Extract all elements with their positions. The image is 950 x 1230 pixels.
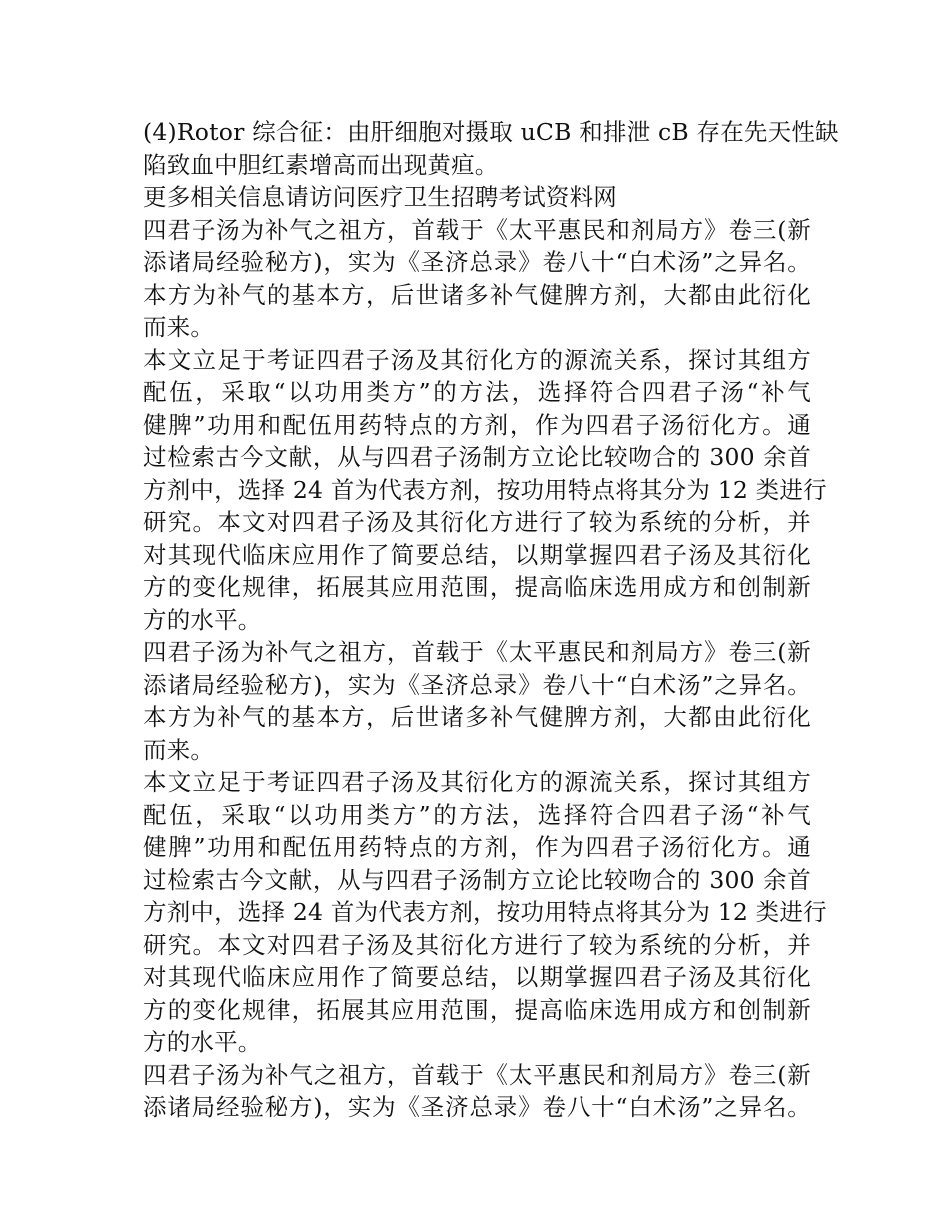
text-line: 研究。本文对四君子汤及其衍化方进行了较为系统的分析，并 (143, 930, 811, 959)
text-line: 添诸局经验秘方)，实为《圣济总录》卷八十“白术汤”之异名。 (143, 1093, 811, 1121)
text-line: 配伍，采取“以功用类方”的方法，选择符合四君子汤“补气 (143, 378, 811, 406)
text-line: 本文立足于考证四君子汤及其衍化方的源流关系，探讨其组方 (143, 768, 811, 796)
text-line: 陷致血中胆红素增高而出现黄疸。 (143, 150, 499, 179)
text-line: 添诸局经验秘方)，实为《圣济总录》卷八十“白术汤”之异名。 (143, 248, 811, 276)
text-line: 方的水平。 (143, 1028, 262, 1056)
text-line: 四君子汤为补气之祖方，首载于《太平惠民和剂局方》卷三(新 (143, 638, 811, 666)
text-line: 方剂中，选择 24 首为代表方剂，按功用特点将其分为 12 类进行 (143, 898, 827, 926)
text-line: 过检索古今文献，从与四君子汤制方立论比较吻合的 300 余首 (143, 443, 811, 471)
text-line: 健脾”功用和配伍用药特点的方剂，作为四君子汤衍化方。通 (143, 410, 811, 439)
text-line: 配伍，采取“以功用类方”的方法，选择符合四君子汤“补气 (143, 800, 811, 829)
text-line: 对其现代临床应用作了简要总结，以期掌握四君子汤及其衍化 (143, 540, 811, 569)
text-line: 方的变化规律，拓展其应用范围，提高临床选用成方和创制新 (143, 995, 811, 1024)
text-line: 本方为补气的基本方，后世诸多补气健脾方剂，大都由此衍化 (143, 703, 811, 731)
text-line: 添诸局经验秘方)，实为《圣济总录》卷八十“白术汤”之异名。 (143, 670, 811, 699)
text-line: 本方为补气的基本方，后世诸多补气健脾方剂，大都由此衍化 (143, 280, 811, 309)
text-line: 研究。本文对四君子汤及其衍化方进行了较为系统的分析，并 (143, 508, 811, 536)
text-line: 四君子汤为补气之祖方，首载于《太平惠民和剂局方》卷三(新 (143, 1060, 811, 1089)
text-line: 过检索古今文献，从与四君子汤制方立论比较吻合的 300 余首 (143, 865, 811, 894)
text-line: (4)Rotor 综合征：由肝细胞对摄取 uCB 和排泄 cB 存在先天性缺 (143, 118, 839, 146)
text-line: 方的水平。 (143, 605, 262, 634)
text-line: 健脾”功用和配伍用药特点的方剂，作为四君子汤衍化方。通 (143, 833, 811, 861)
text-line: 方剂中，选择 24 首为代表方剂，按功用特点将其分为 12 类进行 (143, 475, 827, 504)
text-line: 而来。 (143, 313, 215, 341)
text-line: 四君子汤为补气之祖方，首载于《太平惠民和剂局方》卷三(新 (143, 215, 811, 244)
text-line: 对其现代临床应用作了简要总结，以期掌握四君子汤及其衍化 (143, 963, 811, 991)
text-line: 本文立足于考证四君子汤及其衍化方的源流关系，探讨其组方 (143, 345, 811, 374)
document-body (143, 116, 839, 1124)
text-line: 而来。 (143, 735, 215, 764)
text-line: 方的变化规律，拓展其应用范围，提高临床选用成方和创制新 (143, 573, 811, 601)
text-line: 更多相关信息请访问医疗卫生招聘考试资料网 (143, 183, 617, 211)
